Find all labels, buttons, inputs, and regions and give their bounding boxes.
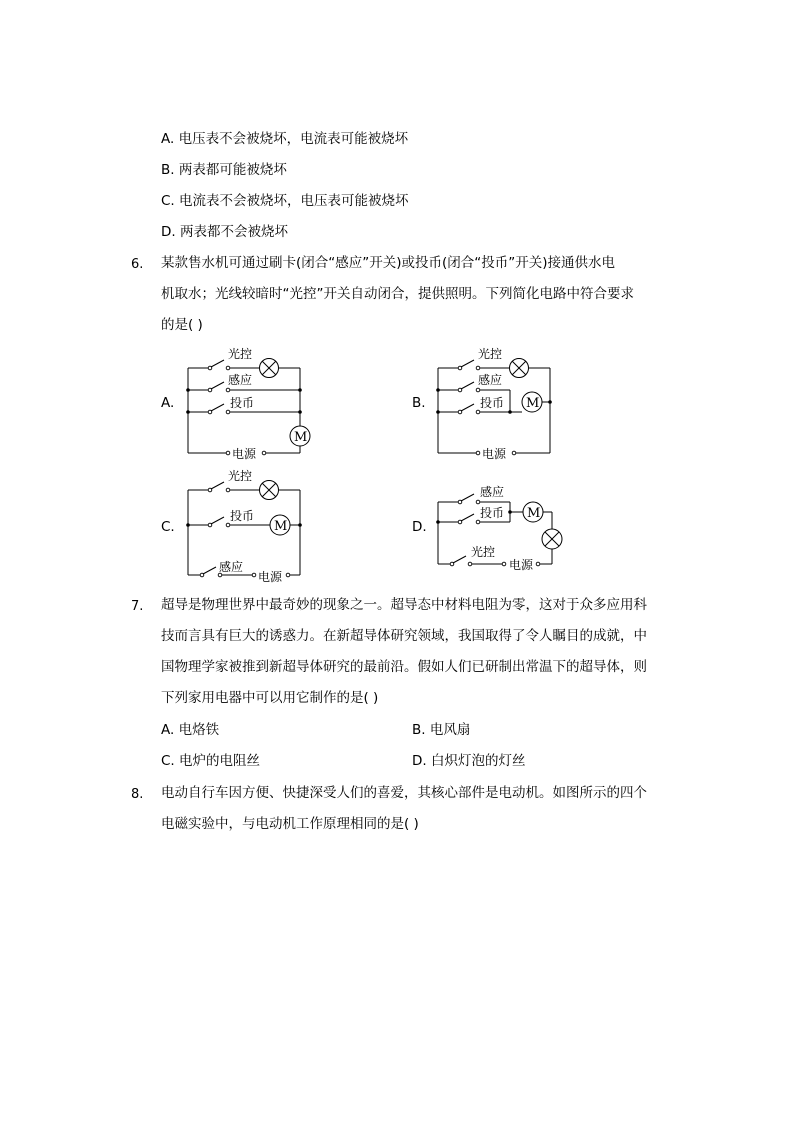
circuit-a xyxy=(180,340,320,465)
label-power: 电源 xyxy=(232,447,257,461)
q5-option-c: C. 电流表不会被烧坏，电压表可能被烧坏 xyxy=(161,193,409,209)
label-light: 光控 xyxy=(478,347,503,361)
q7-option-b: B. 电风扇 xyxy=(412,722,471,738)
q8-stem-line-1: 电动自行车因方便、快捷深受人们的喜爱，其核心部件是电动机。如图所示的四个 xyxy=(161,785,647,801)
label-sense: 感应 xyxy=(478,373,503,387)
q7-stem-line-4: 下列家用电器中可以用它制作的是( ) xyxy=(161,690,379,706)
q6-option-a-letter: A. xyxy=(161,395,175,411)
circuit-d xyxy=(430,480,570,580)
q7-stem-line-3: 国物理学家被推到新超导体研究的最前沿。假如人们已研制出常温下的超导体，则 xyxy=(161,659,647,675)
q6-stem-line-1: 某款售水机可通过刷卡(闭合“感应”开关)或投币(闭合“投币”开关)接通供水电 xyxy=(161,255,616,271)
q7-option-a: A. 电烙铁 xyxy=(161,722,220,738)
q5-option-d: D. 两表都不会被烧坏 xyxy=(161,224,288,240)
label-light: 光控 xyxy=(471,545,496,559)
q6-option-b-letter: B. xyxy=(412,395,426,411)
q6-stem-line-2: 机取水；光线较暗时“光控”开关自动闭合，提供照明。下列简化电路中符合要求 xyxy=(161,286,634,302)
motor-label: M xyxy=(527,506,541,521)
q7-option-c: C. 电炉的电阻丝 xyxy=(161,753,261,769)
q6-option-c-letter: C. xyxy=(161,519,175,535)
motor-label: M xyxy=(526,396,540,411)
label-coin: 投币 xyxy=(230,509,255,523)
label-light: 光控 xyxy=(228,469,253,483)
label-sense: 感应 xyxy=(480,485,505,499)
q7-option-d: D. 白炽灯泡的灯丝 xyxy=(412,753,526,769)
label-coin: 投币 xyxy=(230,396,255,410)
q5-option-a: A. 电压表不会被烧坏，电流表可能被烧坏 xyxy=(161,131,409,147)
q8-number: 8. xyxy=(131,787,144,802)
q6-option-d-letter: D. xyxy=(412,519,427,535)
q7-stem-line-1: 超导是物理世界中最奇妙的现象之一。超导态中材料电阻为零，这对于众多应用科 xyxy=(161,597,647,613)
q7-number: 7. xyxy=(131,599,144,614)
q7-stem-line-2: 技而言具有巨大的诱惑力。在新超导体研究领域，我国取得了令人瞩目的成就，中 xyxy=(161,628,647,644)
q5-option-b: B. 两表都可能被烧坏 xyxy=(161,162,287,178)
q8-stem-line-2: 电磁实验中，与电动机工作原理相同的是( ) xyxy=(161,816,419,832)
label-power: 电源 xyxy=(482,447,507,461)
label-coin: 投币 xyxy=(480,506,505,520)
label-power: 电源 xyxy=(258,570,283,584)
q6-number: 6. xyxy=(131,257,144,272)
label-sense: 感应 xyxy=(219,560,244,574)
label-sense: 感应 xyxy=(228,373,253,387)
label-power: 电源 xyxy=(509,558,534,572)
motor-label: M xyxy=(274,519,288,534)
circuit-c xyxy=(180,465,320,590)
q6-stem-line-3: 的是( ) xyxy=(161,317,203,333)
motor-label: M xyxy=(294,430,308,445)
label-coin: 投币 xyxy=(480,396,505,410)
label-light: 光控 xyxy=(228,347,253,361)
circuit-b xyxy=(430,340,570,465)
